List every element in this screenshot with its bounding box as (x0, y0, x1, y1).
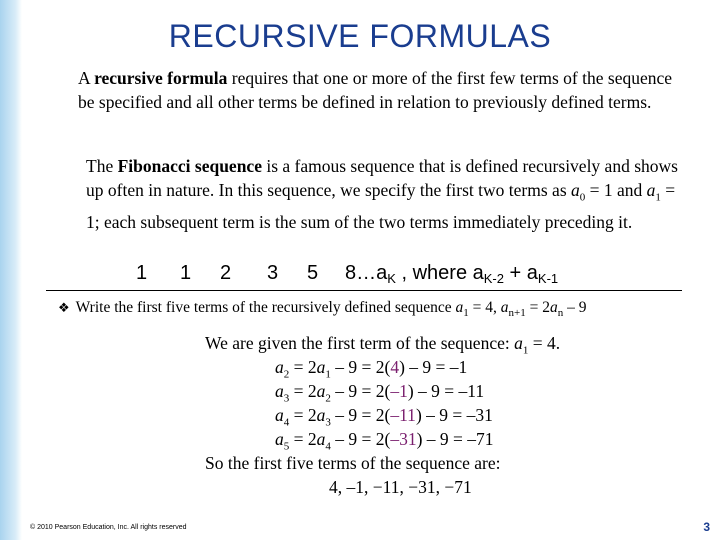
line-pre: – 9 = 2( (330, 405, 391, 425)
seq-where-sub1: K-2 (483, 271, 504, 286)
line-highlight: –1 (390, 381, 408, 401)
bullet-text: Write the first five terms of the recursively defined sequence (75, 299, 456, 316)
fibonacci-description (86, 154, 686, 234)
seq-term-4: 3 (267, 262, 279, 284)
line-mid: = 2 (289, 405, 317, 425)
intro-a: a (514, 333, 523, 353)
line-a: a (275, 429, 284, 449)
line-bsub: 3 (325, 416, 331, 429)
line-sub: 3 (283, 392, 290, 405)
intro-sub: 1 (522, 344, 529, 357)
fibonacci-sequence-line (50, 262, 678, 288)
line-a: a (275, 357, 284, 377)
line-pre: – 9 = 2( (330, 429, 391, 449)
line-highlight: 4 (390, 357, 400, 377)
para1-term: recursive formula (94, 68, 228, 88)
line-a: a (275, 405, 284, 425)
line-highlight: –31 (390, 429, 417, 449)
para2-prefix: The (86, 156, 118, 176)
bullet-a1-sub: 1 (463, 307, 469, 320)
solution-answer: 4, –1, −11, −31, −71 (329, 477, 472, 497)
line-mid: = 2 (289, 381, 317, 401)
diamond-bullet-icon: ❖ (58, 301, 70, 316)
line-b: a (316, 357, 326, 377)
a0-var: a (571, 180, 580, 200)
para2-term: Fibonacci sequence (117, 156, 262, 176)
line-mid: = 2 (289, 429, 317, 449)
para1-prefix: A (78, 68, 95, 88)
bullet-an1: a (500, 299, 509, 316)
intro-text: We are given the first term of the sequence: (205, 333, 515, 353)
copyright-footer: © 2010 Pearson Education, Inc. All rights reserved (30, 524, 187, 531)
line-highlight: –11 (390, 405, 416, 425)
bullet-an-sub: n (557, 307, 564, 320)
line-mid: = 2 (289, 357, 317, 377)
bullet-eq1: = 4, (468, 299, 501, 316)
recursive-formula-definition (78, 66, 678, 114)
line-b: a (316, 405, 326, 425)
bullet-eq3: – 9 (563, 299, 587, 316)
a0-sub: 0 (579, 191, 586, 204)
line-pre: – 9 = 2( (330, 357, 391, 377)
intro-end: = 4. (528, 333, 561, 353)
bullet-eq2: = 2 (525, 299, 550, 316)
line-post: ) – 9 = –71 (416, 429, 494, 449)
seq-term-6-sub: K (387, 271, 396, 286)
line-bsub: 4 (325, 440, 331, 453)
line-sub: 2 (283, 368, 290, 381)
para2-mid: = 1 and (585, 180, 647, 200)
seq-term-1: 1 (136, 262, 148, 284)
line-post: ) – 9 = –11 (407, 381, 485, 401)
line-a: a (275, 381, 284, 401)
line-post: ) – 9 = –31 (415, 405, 493, 425)
a1-sub: 1 (655, 191, 661, 204)
seq-general-term (345, 262, 558, 286)
seq-term-3: 2 (220, 262, 232, 284)
seq-term-5: 5 (307, 262, 319, 284)
solution-conclusion: So the first five terms of the sequence are: (205, 453, 501, 473)
line-post: ) – 9 = –1 (399, 357, 468, 377)
line-bsub: 2 (325, 392, 331, 405)
exercise-bullet (58, 298, 708, 323)
seq-where: , where a (395, 262, 484, 284)
line-b: a (316, 429, 326, 449)
para2-rest1: is a famous sequence that is defined recursively and shows up often in nature. In this sequence, we specify the first two terms as (86, 156, 678, 200)
para1-rest: requires that one or more of the first few terms of the sequence be specified and all other terms be defined in relation to previously defined terms. (78, 68, 673, 112)
para2-rest2: = 1; each subsequent term is the sum of the two terms immediately preceding it. (86, 180, 676, 232)
line-sub: 5 (283, 440, 290, 453)
line-b: a (316, 381, 326, 401)
bullet-a1: a (455, 299, 464, 316)
a1-var: a (646, 180, 656, 200)
seq-plus: + a (503, 262, 538, 284)
line-pre: – 9 = 2( (330, 381, 391, 401)
seq-term-6: 8…a (345, 262, 388, 284)
line-bsub: 1 (325, 368, 331, 381)
bullet-an1-sub: n+1 (508, 307, 526, 320)
seq-term-2: 1 (180, 262, 192, 284)
bullet-an: a (549, 299, 558, 316)
page-number: 3 (703, 520, 710, 534)
divider-line (46, 290, 682, 291)
line-sub: 4 (283, 416, 290, 429)
left-decorative-bar (0, 0, 22, 540)
slide-title: RECURSIVE FORMULAS (168, 18, 552, 54)
seq-where-sub2: K-1 (537, 271, 559, 286)
